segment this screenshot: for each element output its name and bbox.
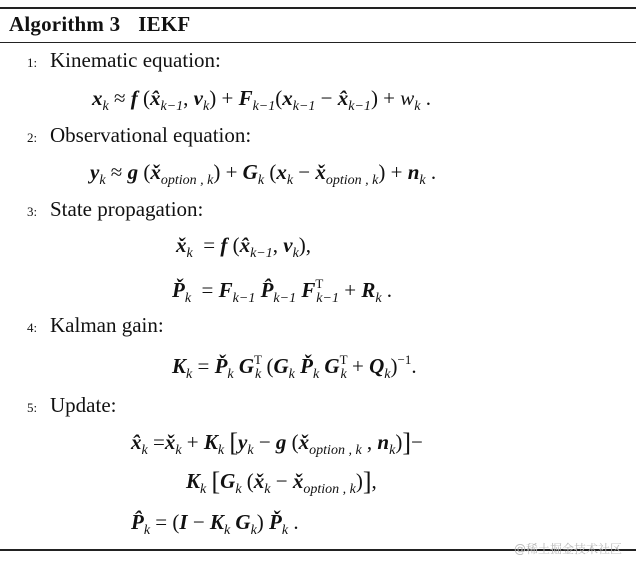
step-number: 1:: [27, 55, 38, 70]
title-rule: [0, 42, 636, 43]
watermark-text: @稀土掘金技术社区: [514, 542, 623, 556]
step-number: 5:: [27, 400, 38, 415]
equation-propagation-state: $x̌_k = f$ ($x̂_{k-1}$, $v_k$),: [176, 233, 312, 261]
equation-update-state-line2: $K_k$ [$G_k$ ($x̌_k$ − $x̌_{option , k}$)],: [186, 467, 377, 497]
step-label: Kalman gain:: [50, 313, 164, 337]
algorithm-name: IEKF: [138, 12, 191, 36]
top-rule: [0, 7, 636, 9]
step-label: Kinematic equation:: [50, 48, 221, 72]
equation-update-cov: $P̂_k = (I - K_k$ $G_k$) $P̌_k$ .: [131, 510, 299, 538]
equation-observational: $y_k \approx g$ $(x̌_{option , k}) + G_k$ ($x_k$ − $x̌_{option , k}) + n_k$ .: [90, 160, 437, 188]
step-number: 2:: [27, 130, 38, 145]
step-label: State propagation:: [50, 197, 204, 221]
equation-kinematic: $x_k \approx f$ ($x̂_{k-1}$, $v_k) + F_{k-1}(x_{k-1}$ − $x̂_{k-1}) + w_k$ .: [92, 86, 432, 114]
equation-update-state-line1: $x̂_k$ $=x̌_k + K_k$ [$y_k - g$ ($x̌_{option , k}$ , $n_k)]-$: [131, 428, 423, 458]
equation-propagation-cov: $P̌_k = F_{k-1}$ $P̂_{k-1}$ $F^T_{k-1} + R_k$ .: [172, 276, 393, 306]
step-label: Observational equation:: [50, 123, 252, 147]
step-label: Update:: [50, 393, 117, 417]
algorithm-number: Algorithm 3: [9, 12, 121, 36]
algorithm-title: [9, 12, 190, 37]
step-number: 3:: [27, 204, 38, 219]
step-number: 4:: [27, 320, 38, 335]
equation-kalman-gain: $K_k$ = $P̌_k$ $G^T_k$ ($G_k$ $P̌_k$ $G^T_k + Q_k)^{-1}$.: [172, 352, 417, 382]
